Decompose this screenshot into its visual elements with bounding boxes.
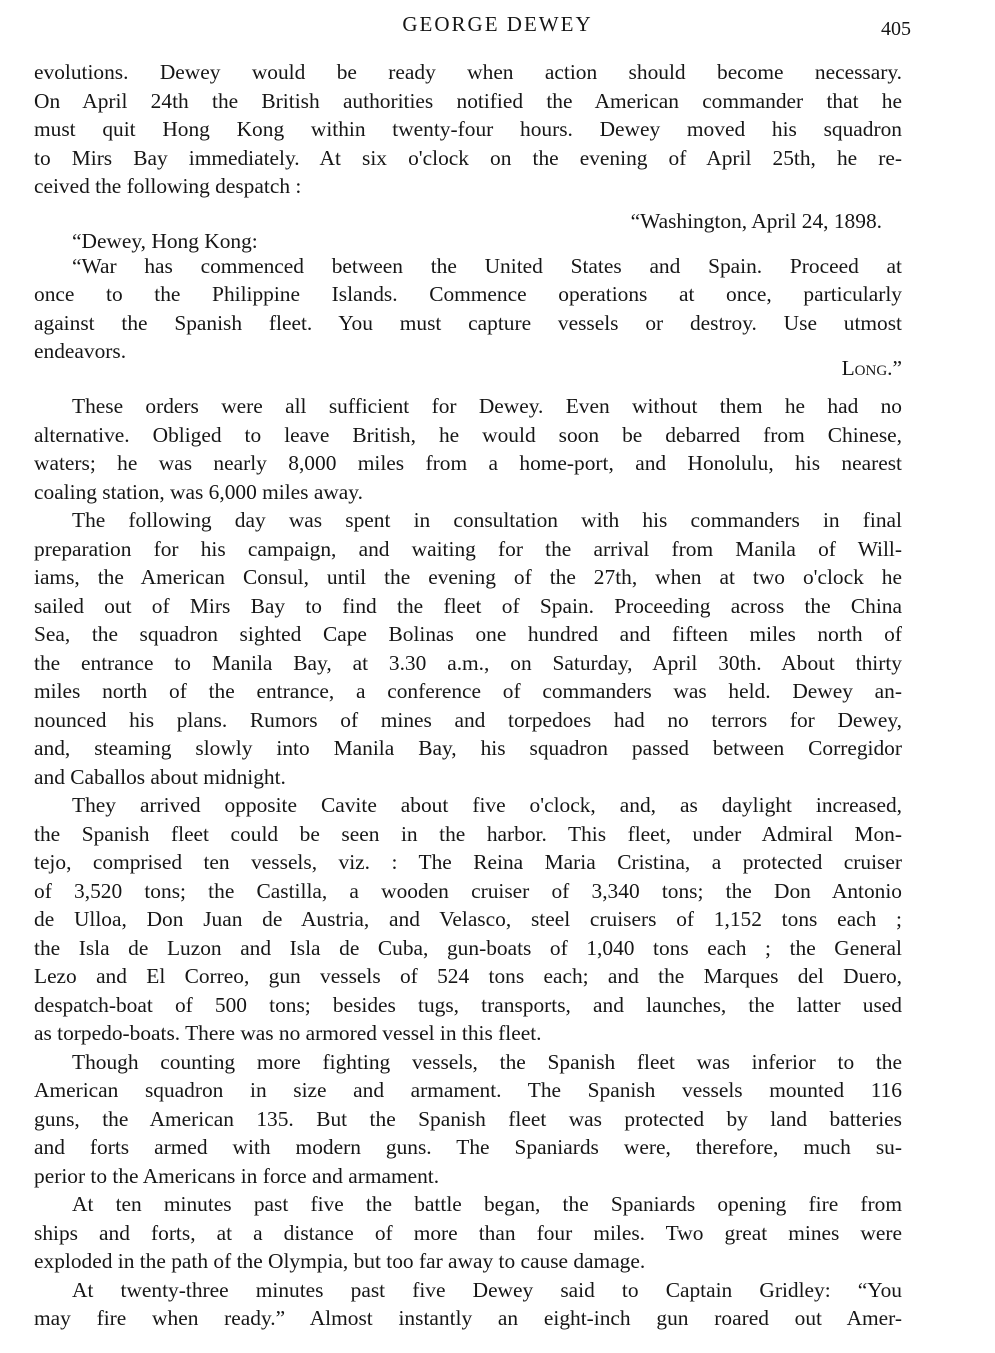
- text-line: once to the Philippine Islands. Commence operations at once, particularly: [34, 282, 902, 306]
- text-line: the Spanish fleet could be seen in the harbor. This fleet, under Admiral Mon-: [34, 821, 902, 846]
- text-line: Though counting more fighting vessels, the Spanish fleet was inferior to the: [72, 1049, 902, 1074]
- text-line: as torpedo-boats. There was no armored vessel in this fleet.: [34, 1021, 542, 1045]
- text-line: waters; he was nearly 8,000 miles from a home-port, and Honolulu, his nearest: [34, 451, 902, 475]
- text-line: endeavors.: [34, 339, 127, 363]
- body-text: [34, 58, 902, 1333]
- text-line: On April 24th the British authorities notified the American commander that he: [34, 88, 902, 113]
- text-line: They arrived opposite Cavite about five o'clock, and, as daylight increased,: [72, 793, 902, 817]
- text-line: sailed out of Mirs Bay to find the fleet of Spain. Proceeding across the China: [34, 593, 902, 618]
- text-line: preparation for his campaign, and waiting for the arrival from Manila of Will-: [34, 536, 902, 561]
- text-line: At twenty-three minutes past five Dewey said to Captain Gridley: “You: [72, 1277, 902, 1302]
- text-line: evolutions. Dewey would be ready when action should become necessary.: [34, 60, 902, 84]
- paragraph-3: [34, 506, 902, 791]
- text-line: Lezo and El Correo, gun vessels of 524 tons each; and the Marques del Duero,: [34, 964, 902, 988]
- text-line: may fire when ready.” Almost instantly an eight-inch gun roared out Amer-: [34, 1306, 902, 1330]
- text-line: to Mirs Bay immediately. At six o'clock on the evening of April 25th, he re-: [34, 145, 902, 170]
- despatch-signature: Long.”: [841, 355, 902, 380]
- text-line: coaling station, was 6,000 miles away.: [34, 479, 363, 504]
- text-line: ships and forts, at a distance of more than four miles. Two great mines were: [34, 1220, 902, 1245]
- text-line: must quit Hong Kong within twenty-four hours. Dewey moved his squadron: [34, 117, 902, 141]
- text-line: of 3,520 tons; the Castilla, a wooden cruiser of 3,340 tons; the Don Antonio: [34, 878, 902, 903]
- paragraph-2: [34, 392, 902, 506]
- running-title: GEORGE DEWEY: [402, 12, 593, 36]
- text-line: alternative. Obliged to leave British, he would soon be debarred from Chinese,: [34, 422, 902, 447]
- paragraph-1: [34, 58, 902, 201]
- paragraph-4: [34, 791, 902, 1048]
- text-line: perior to the Americans in force and armament.: [34, 1163, 440, 1188]
- text-line: “War has commenced between the United States and Spain. Proceed at: [72, 253, 902, 278]
- text-line: despatch-boat of 500 tons; besides tugs, transports, and launches, the latter used: [34, 992, 902, 1017]
- text-line: de Ulloa, Don Juan de Austria, and Velasco, steel cruisers of 1,152 tons each ;: [34, 907, 902, 931]
- text-line: At ten minutes past five the battle began, the Spaniards opening fire from: [72, 1192, 902, 1216]
- text-line: Sea, the squadron sighted Cape Bolinas one hundred and fifteen miles north of: [34, 622, 902, 646]
- despatch-dateline: “Washington, April 24, 1898.: [630, 208, 882, 233]
- running-head: [0, 8, 995, 42]
- text-line: guns, the American 135. But the Spanish fleet was protected by land batteries: [34, 1106, 902, 1131]
- text-line: ceived the following despatch :: [34, 174, 302, 198]
- text-line: and, steaming slowly into Manila Bay, his squadron passed between Corregidor: [34, 736, 902, 760]
- text-line: The following day was spent in consultation with his commanders in final: [72, 508, 902, 532]
- paragraph-6: [34, 1190, 902, 1276]
- text-line: iams, the American Consul, until the evening of the 27th, when at two o'clock he: [34, 565, 902, 589]
- text-line: and Caballos about midnight.: [34, 764, 286, 789]
- text-line: These orders were all sufficient for Dewey. Even without them he had no: [72, 394, 902, 418]
- text-line: the Isla de Luzon and Isla de Cuba, gun-boats of 1,040 tons each ; the General: [34, 935, 902, 960]
- page-number: 405: [881, 18, 911, 40]
- text-line: and forts armed with modern guns. The Spaniards were, therefore, much su-: [34, 1135, 902, 1159]
- text-line: tejo, comprised ten vessels, viz. : The Reina Maria Cristina, a protected cruiser: [34, 850, 902, 874]
- paragraph-5: [34, 1048, 902, 1191]
- despatch-salutation: “Dewey, Hong Kong:: [72, 229, 258, 253]
- text-line: against the Spanish fleet. You must capture vessels or destroy. Use utmost: [34, 310, 902, 335]
- text-line: exploded in the path of the Olympia, but too far away to cause damage.: [34, 1249, 646, 1273]
- despatch: [34, 207, 902, 383]
- text-line: nounced his plans. Rumors of mines and torpedoes had no terrors for Dewey,: [34, 707, 902, 732]
- text-line: American squadron in size and armament. The Spanish vessels mounted 116: [34, 1078, 902, 1102]
- text-line: the entrance to Manila Bay, at 3.30 a.m., on Saturday, April 30th. About thirty: [34, 650, 902, 675]
- paragraph-7: [34, 1276, 902, 1333]
- text-line: miles north of the entrance, a conference of commanders was held. Dewey an-: [34, 679, 902, 703]
